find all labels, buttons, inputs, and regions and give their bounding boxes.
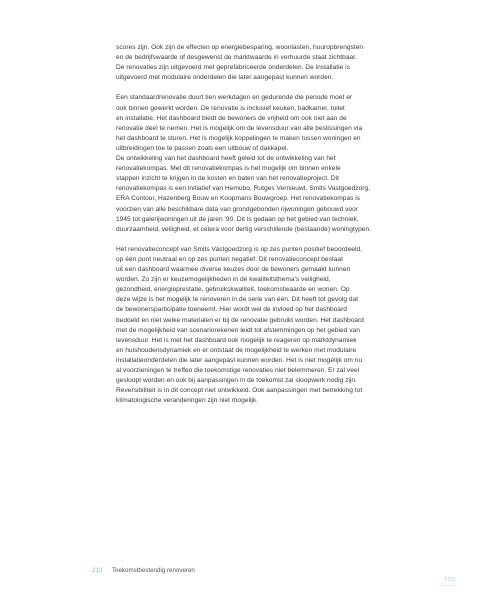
text-line: ook binnen gewerkt worden. De renovatie is inclusief keuken, badkamer, toilet	[116, 104, 345, 112]
text-line: voorzien van alle beschikbare data van grondgebonden rijwoningen gebouwd voor	[116, 205, 359, 213]
text-line: op één punt neutraal en op zes punten negatief. Dit renovatieconcept bestaat	[116, 255, 343, 263]
footer-title: Toekomstbestendig renoveren	[111, 567, 195, 574]
paragraph	[116, 93, 374, 234]
text-line: Reversibiliteit is in dit concept niet ontwikkeld. Ook aanpassingen met betrekking tot	[116, 387, 363, 395]
text-line: worden. Zo zijn er keuzemogelijkheden in de kwaliteitsthema's veiligheid,	[116, 276, 331, 284]
text-line: deze wijze is het mogelijk te renoveren in de serie van één. Dit heeft tot gevolg dat	[116, 296, 359, 304]
text-line: gesloopt worden en ook bij aanpassingen in de toekomst zal sloopwerk nodig zijn.	[116, 377, 357, 385]
body-text	[116, 43, 374, 416]
text-line: uitbreidingen toe te passen zoals een uitbouw of dakkapel.	[116, 144, 289, 152]
text-line: scores zijn. Ook zijn de effecten op energiebesparing, woonlasten, huuropbrengsten	[116, 44, 364, 51]
text-line: het dashboard te sturen. Het is mogelijk koppelingen te maken tussen woningen en	[116, 134, 361, 142]
text-line: de bewonersparticipatie toeneemt. Hier wordt wel de invloed op het dashboard	[116, 306, 347, 314]
paragraph	[116, 43, 374, 83]
text-line: renovatiekompas is een initiatief van Hemubo, Rutges Vernieuwt, Smits Vastgoedzorg,	[116, 185, 371, 193]
text-line: bedoeld en niet welke materialen er bij de renovatie gebruikt worden. Het dashboard	[116, 316, 364, 324]
text-line: duurzaamheid, veiligheid, et cetera voor dertig verschillende (bestaande) woningtypen.	[116, 225, 371, 233]
text-line: uit een dashboard waarmee diverse keuzes door de bewoners gemaakt kunnen	[116, 266, 351, 274]
text-line: renovatie deel te nemen. Het is mogelijk om de levensduur van alle beslissingen via	[116, 124, 363, 132]
text-line: Een standaardrenovatie duurt tien werkdagen en gedurende die periode moet er	[116, 94, 353, 102]
paragraph	[116, 245, 374, 407]
toc-link[interactable]: TOC	[444, 577, 457, 583]
text-line: en installatie. Het dashboard biedt de bewoners de vrijheid om ook niet aan de	[116, 114, 347, 122]
text-line: en de bedrijfswaarde of desgewenst de marktwaarde in verhuurde staat zichtbaar.	[116, 54, 357, 62]
text-line: gezondheid, energieprestatie, gebruikskwaliteit, toekomstwaarde en wonen. Op	[116, 286, 350, 294]
page-number: 212	[92, 567, 103, 574]
text-line: uitgevoerd met modulaire onderdelen die later aangepast kunnen worden.	[116, 74, 334, 82]
text-line: stappen inzicht te krijgen in de kosten en baten van het renovatieproject. Dit	[116, 175, 339, 183]
text-line: renovatiekompas. Met dit renovatiekompas is het mogelijk om binnen enkele	[116, 165, 341, 173]
text-line: klimatologische veranderingen zijn niet mogelijk.	[116, 397, 259, 405]
text-line: ERA Contour, Hazenberg Bouw en Koopmans Bouwgroep. Het renovatiekompas is	[116, 195, 361, 203]
text-line: met de mogelijkheid van scenariorekenen leidt tot afstemmingen op het gebied van	[116, 326, 360, 334]
text-line: al voorzieningen te treffen die toekomstige renovaties niet belemmeren. Er zal veel	[116, 367, 360, 374]
toc-underline	[438, 585, 457, 586]
text-line: De ontwikkeling van het dashboard heeft geleid tot de ontwikkeling van het	[116, 155, 336, 163]
text-line: 1945 tot galerijwoningen uit de jaren '90. Dit is gedaan op het gebied van techniek,	[116, 215, 359, 223]
text-line: levensduur. Het is met het dashboard ook mogelijk te reageren op marktdynamiek	[116, 336, 357, 344]
text-line: De renovaties zijn uitgevoerd met geprefabriceerde onderdelen. De installatie is	[116, 64, 350, 72]
page-footer	[92, 567, 195, 575]
text-line: en huishoudensdynamiek en er ontstaat de mogelijkheid te werken met modulaire	[116, 346, 357, 354]
text-line: installatieonderdelen die later aangepast kunnen worden. Het is niet mogelijk om nu	[116, 356, 363, 364]
text-line: Het renovatieconcept van Smits Vastgoedzorg is op zes punten positief beoordeeld,	[116, 245, 362, 253]
